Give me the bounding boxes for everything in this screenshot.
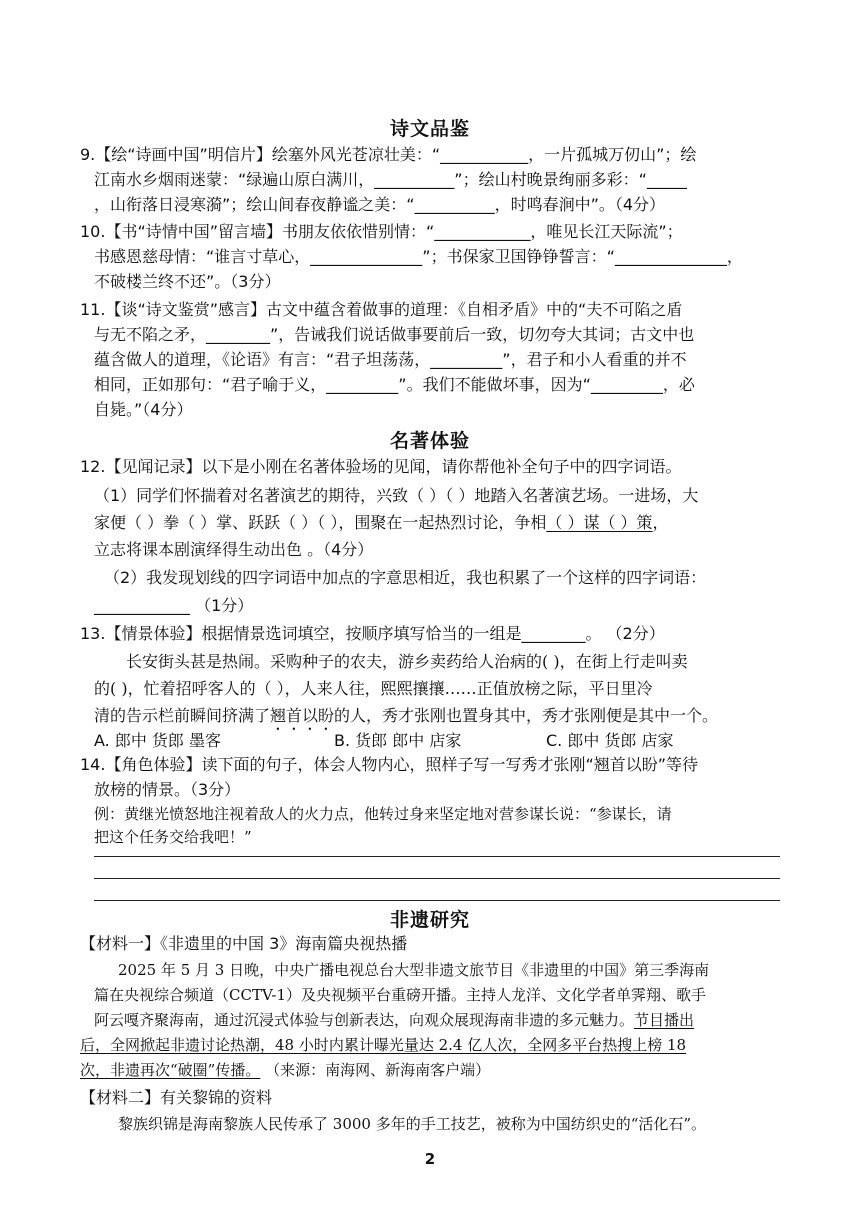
q12-underlined-phrase: （ ）谋（ ）策 <box>546 513 653 532</box>
material-1-line1: 2025 年 5 月 3 日晚，中央广播电视总台大型非遗文旅节目《非遗里的中国》第三季海南 <box>118 961 710 979</box>
q12-line4: 立志将课本剧演绎得生动出色 。（4分） <box>94 540 374 559</box>
material-1-line5 <box>80 1060 490 1080</box>
answer-line-2 <box>94 878 780 879</box>
q13-option-b: B. 货郎 郎中 店家 <box>334 731 462 750</box>
material-1-title: 【材料一】《非遗里的中国 3》海南篇央视热播 <box>80 934 408 953</box>
answer-line-1 <box>94 856 780 857</box>
q12-line5: （2）我发现划线的四字词语中加点的字意思相近，我也积累了一个这样的四字词语： <box>104 568 707 587</box>
q11-line2: 与无不陷之矛，________”，告诫我们说话做事要前后一致，切勿夸大其词；古文中也 <box>94 325 695 344</box>
material-1-source: （来源：南海网、新海南客户端） <box>265 1061 491 1079</box>
q13-option-c: C. 郎中 货郎 店家 <box>546 731 674 750</box>
q14-example-line2: 把这个任务交给我吧！” <box>94 828 252 846</box>
q12-line3-end: ， <box>652 513 669 532</box>
section-title-classics: 名著体验 <box>389 430 470 452</box>
q9-line1: 9.【绘“诗画中国”明信片】绘塞外风光苍凉壮美：“___________，一片孤城万仞山”；绘 <box>80 145 697 164</box>
q12-line2: （1）同学们怀揣着对名著演艺的期待，兴致（ ）（ ）地踏入名著演艺场。一进场，大 <box>94 486 699 505</box>
material-1-line3 <box>94 1010 694 1030</box>
q10-line3: 不破楼兰终不还”。（3分） <box>94 272 281 291</box>
q12-line3-text: 家便（ ）拳（ ）掌、跃跃（ ）（ ），围聚在一起热烈讨论，争相 <box>94 513 547 532</box>
answer-line-3 <box>94 900 780 901</box>
q13-dotted-phrase: 翘首以盼 <box>270 706 335 725</box>
q14-line2: 放榜的情景。（3分） <box>94 780 241 799</box>
section-title-poetry: 诗文品鉴 <box>389 118 470 140</box>
q10-line2: 书感恩慈母情：“谁言寸草心，______________”；书保家卫国铮铮誓言：“______________， <box>94 247 743 266</box>
q14-line1: 14.【角色体验】读下面的句子，体会人物内心，照样子写一写秀才张刚“翘首以盼”等待 <box>80 755 699 774</box>
q13-passage-line1: 长安街头甚是热闹。采购种子的农夫，游乡卖药给人治病的( )，在街上行走叫卖 <box>126 652 688 671</box>
q9-line2: 江南水乡烟雨迷蒙：“绿遍山原白满川，__________”；绘山村晚景绚丽多彩：“_____ <box>94 170 687 189</box>
material-1-underlined-line: 后，全网掀起非遗讨论热潮，48 小时内累计曝光量达 2.4 亿人次，全网多平台热搜上榜 18 <box>80 1036 687 1054</box>
material-2-line1: 黎族织锦是海南黎族人民传承了 3000 多年的手工技艺，被称为中国纺织史的“活化石”。 <box>118 1115 707 1133</box>
q13-passage-line2: 的( )，忙着招呼客人的（ ），人来人往，熙熙攘攘……正值放榜之际，平日里冷 <box>94 679 653 698</box>
q13-option-a: A. 郎中 货郎 墨客 <box>94 731 222 750</box>
q13-line1: 13.【情景体验】根据情景选词填空，按顺序填写恰当的一组是________。 （2分） <box>80 624 665 643</box>
q13-passage-line3 <box>94 706 718 734</box>
material-1-line2: 篇在央视综合频道（CCTV-1）及央视频平台重磅开播。主持人龙洋、文化学者单霁翔、歌手 <box>94 986 707 1004</box>
section-title-heritage: 非遗研究 <box>389 909 470 931</box>
q10-line1: 10.【书“诗情中国”留言墙】书朋友依依惜别情：“____________，唯见长江天际流”； <box>80 222 683 241</box>
q9-line3: ，山衔落日浸寒漪”；绘山间春夜静谧之美：“__________，时鸣春涧中”。（4分） <box>94 195 666 214</box>
q11-line5: 自毙。”（4分） <box>94 400 193 419</box>
q11-line1: 11.【谈“诗文鉴赏”感言】古文中蕴含着做事的道理：《自相矛盾》中的“夫不可陷之盾 <box>80 300 683 319</box>
material-1-underlined-start: 节目播出 <box>634 1011 695 1029</box>
q12-line3 <box>94 513 669 533</box>
q13-passage-text: 清的告示栏前瞬间挤满了 <box>94 706 271 725</box>
material-1-underlined-end: 次，非遗再次“破圈”传播。 <box>80 1061 261 1079</box>
material-2-title: 【材料二】有关黎锦的资料 <box>80 1088 273 1107</box>
material-1-line3-text: 阿云嘎齐聚海南，通过沉浸式体验与创新表达，向观众展现海南非遗的多元魅力。 <box>94 1011 635 1029</box>
q11-line4: 相同，正如那句：“君子喻于义，_________”。我们不能做坏事，因为“_________，必 <box>94 375 695 394</box>
q14-example-line1: 例：黄继光愤怒地注视着敌人的火力点，他转过身来坚定地对营参谋长说：“参谋长，请 <box>94 805 672 823</box>
page-number: 2 <box>424 1150 436 1168</box>
q12-line1: 12.【见闻记录】以下是小刚在名著体验场的见闻，请你帮他补全句子中的四字词语。 <box>80 457 682 476</box>
q12-line6: ____________ （1分） <box>94 596 254 615</box>
q13-passage-end: 的人，秀才张刚也置身其中，秀才张刚便是其中一个。 <box>334 706 719 725</box>
q11-line3: 蕴含做人的道理，《论语》有言：“君子坦荡荡，_________”，君子和小人看重的并不 <box>94 350 687 369</box>
